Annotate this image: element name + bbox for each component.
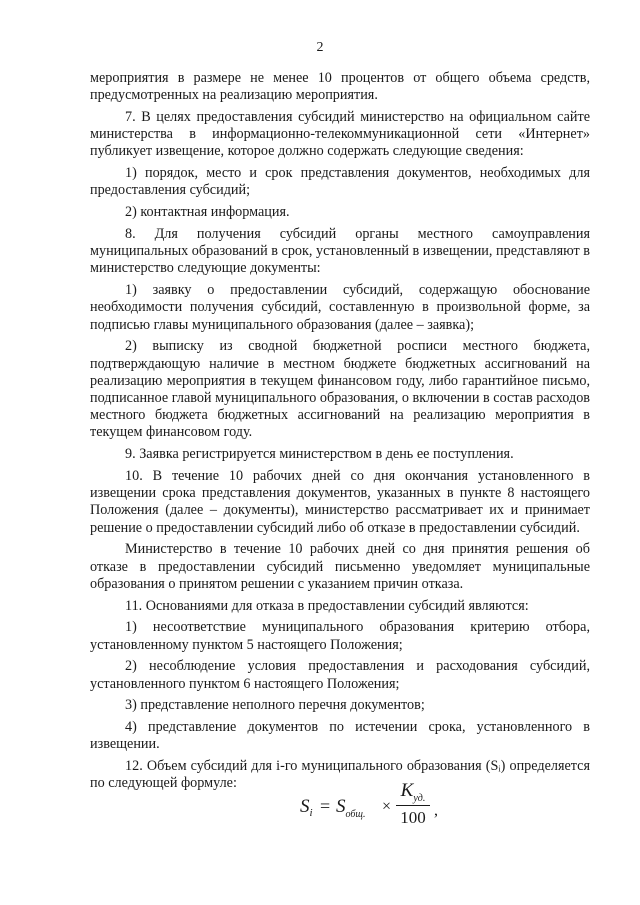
paragraph: 9. Заявка регистрируется министерством в день ее поступления. [125,446,514,463]
paragraph: 7. В целях предоставления субсидий министерство на официальном сайте министерства в информационно-телекоммуникационной сети «Интернет» публикует извещение, которое должно содержать следующие сведения: [90,109,590,160]
paragraph: 11. Основаниями для отказа в предоставлении субсидий являются: [125,597,529,614]
paragraph: 8. Для получения субсидий органы местного самоуправления муниципальных образований в срок, установленный в извещении, представляют в министерство следующие документы: [90,226,590,277]
paragraph: 4) представление документов по истечении срока, установленного в извещении. [90,719,590,753]
formula-comma: , [434,802,438,819]
formula-denominator: 100 [400,808,426,827]
formula-lhs: $S_i$ [300,796,313,819]
paragraph: 3) представление неполного перечня документов; [125,697,425,714]
formula-numerator: $K_{уд.}$ [400,780,426,804]
paragraph: 1) заявку о предоставлении субсидий, содержащую обоснование необходимости получения субсидий, составленную в произвольной форме, за подписью главы муниципального образования (далее – заявка); [90,282,590,333]
paragraph: Министерство в течение 10 рабочих дней со дня принятия решения об отказе в предоставлении субсидий письменно уведомляет муниципальные образования о принятом решении с указанием причин отказа. [90,541,590,592]
formula-times: × [382,798,392,815]
paragraph: 1) порядок, место и срок представления документов, необходимых для предоставления субсидий; [90,165,590,199]
paragraph: 2) контактная информация. [125,204,290,221]
paragraph: 10. В течение 10 рабочих дней со дня окончания установленного в извещении срока представления документов, указанных в пункте 8 настоящего Положения (далее – документы), министерство рассматривает их и принимает решение о предоставлении субсидий либо об отказе в предоставлении субсидий. [90,468,590,536]
formula-total: $S_{общ.}$ [336,796,366,820]
paragraph: 2) выписку из сводной бюджетной росписи местного бюджета, подтверждающую наличие в местном бюджете бюджетных ассигнований на реализацию мероприятия в текущем финансовом году, либо гарантийное письмо, подписанное главой муниципального образования, о включении в состав расходов местного бюджета бюджетных ассигнований на реализацию мероприятия в текущем финансовом году. [90,338,590,441]
page-number: 2 [316,40,324,55]
fraction-bar [396,805,430,806]
formula-fraction [396,780,430,828]
paragraph: 1) несоответствие муниципального образования критерию отбора, установленному пунктом 5 настоящего Положения; [90,619,590,653]
paragraph: мероприятия в размере не менее 10 процентов от общего объема средств, предусмотренных на реализацию мероприятия. [90,70,590,104]
paragraph: 2) несоблюдение условия предоставления и расходования субсидий, установленного пунктом 6 настоящего Положения; [90,658,590,692]
document-body [90,70,590,797]
subsidy-formula [300,780,480,836]
paragraph: 12. Объем субсидий для i-го муниципального образования (Sᵢ) определяется по следующей формуле: [90,758,590,792]
formula-equals: = [320,796,331,816]
